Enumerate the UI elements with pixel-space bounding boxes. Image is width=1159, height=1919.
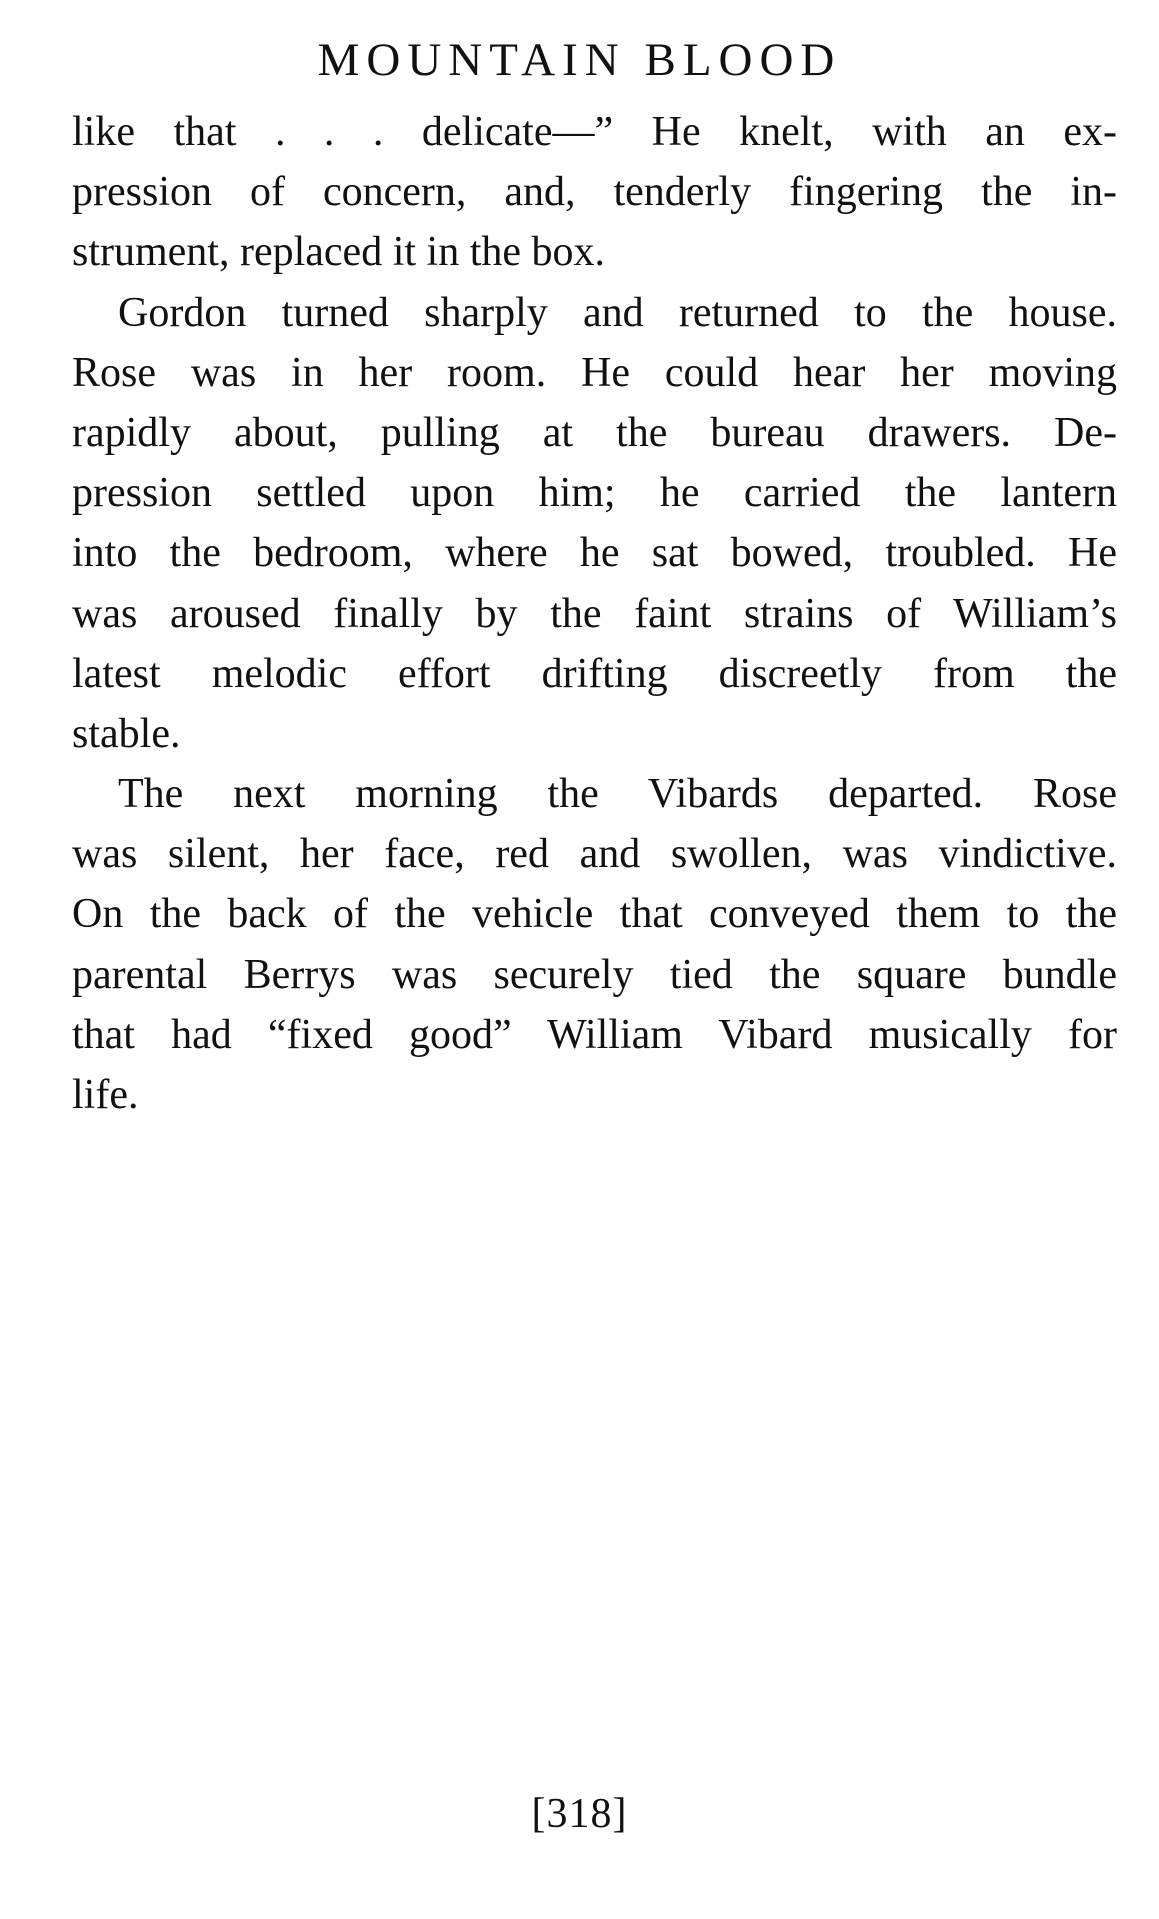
- text-line: life.: [72, 1072, 139, 1118]
- text-line: The next morning the Vibards departed. Rose: [118, 771, 1117, 818]
- text-line: pression settled upon him; he carried the lantern: [72, 470, 1117, 517]
- body-text: [72, 102, 1117, 1125]
- text-line: pression of concern, and, tenderly fingering the in-: [72, 169, 1117, 216]
- text-line: was silent, her face, red and swollen, was vindictive.: [72, 831, 1117, 878]
- text-line: rapidly about, pulling at the bureau drawers. De-: [72, 409, 1117, 456]
- text-line: into the bedroom, where he sat bowed, troubled. He: [72, 530, 1117, 577]
- text-line: that had “fixed good” William Vibard musically for: [72, 1011, 1117, 1058]
- text-line: Rose was in her room. He could hear her moving: [72, 349, 1117, 396]
- text-line: parental Berrys was securely tied the square bundle: [72, 951, 1117, 998]
- page-number: [318]: [531, 1791, 628, 1837]
- text-line: like that . . . delicate—” He knelt, with an ex-: [72, 109, 1117, 155]
- running-head: MOUNTAIN BLOOD: [317, 34, 842, 86]
- text-line: strument, replaced it in the box.: [72, 229, 606, 276]
- text-line: latest melodic effort drifting discreetly from the: [72, 650, 1117, 697]
- text-line: stable.: [72, 710, 181, 757]
- text-line: On the back of the vehicle that conveyed them to the: [72, 891, 1117, 938]
- text-line: was aroused finally by the faint strains of William’s: [72, 590, 1117, 637]
- text-line: Gordon turned sharply and returned to the house.: [118, 289, 1117, 336]
